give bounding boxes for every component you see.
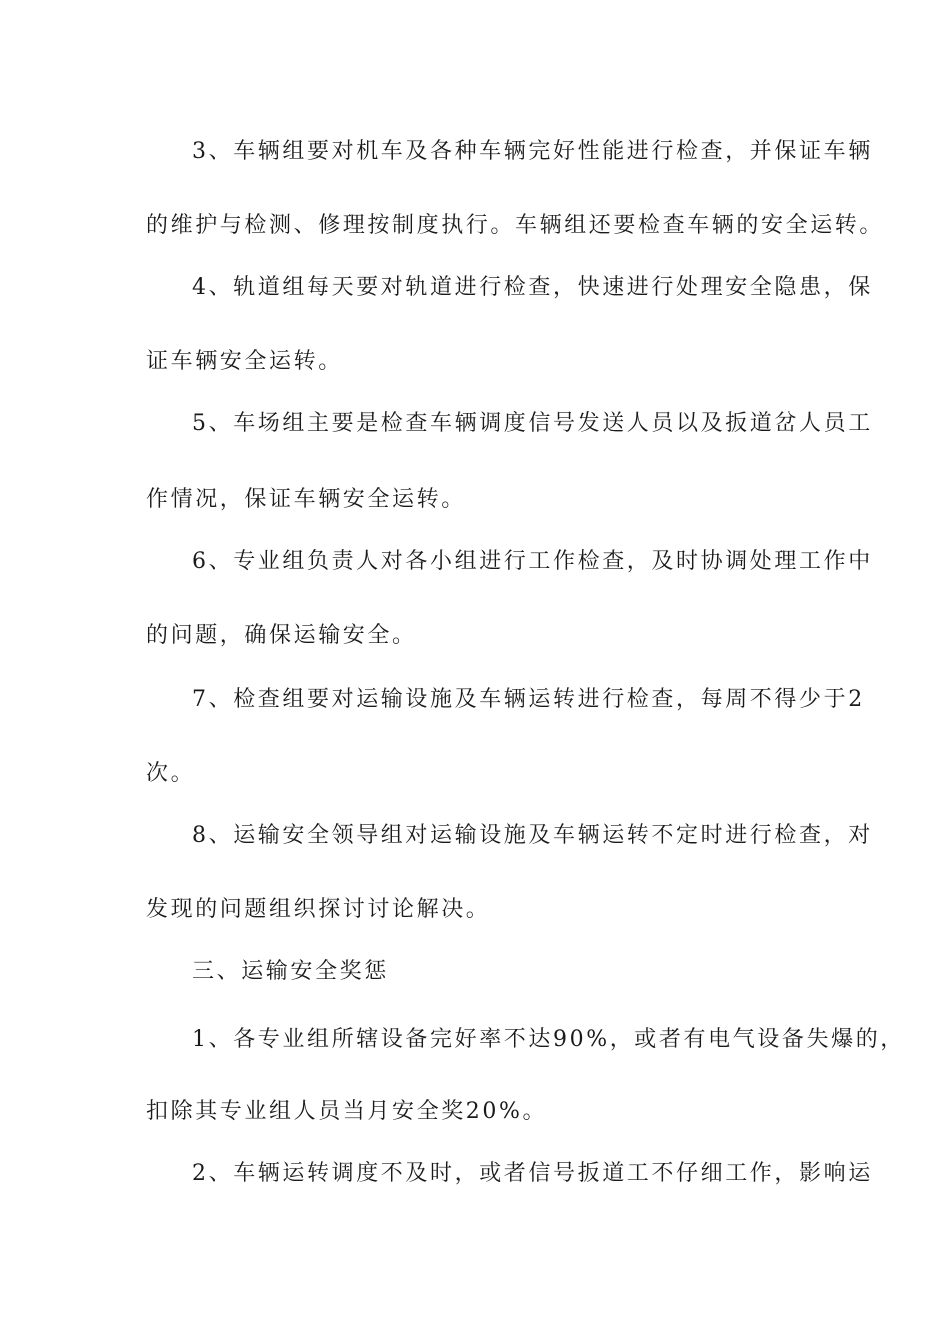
reward-item-1-line-2: 扣除其专业组人员当月安全奖20%。: [146, 1099, 548, 1124]
paragraph-4-line-2: 证车辆安全运转。: [146, 349, 343, 374]
reward-item-1-line-1: 1、各专业组所辖设备完好率不达90%，或者有电气设备失爆的，: [192, 1027, 905, 1052]
paragraph-5-line-2: 作情况，保证车辆安全运转。: [146, 487, 466, 512]
reward-item-2-line-1: 2、车辆运转调度不及时，或者信号扳道工不仔细工作，影响运: [192, 1161, 873, 1186]
section-heading: 三、运输安全奖惩: [192, 959, 389, 984]
paragraph-3-line-2: 的维护与检测、修理按制度执行。车辆组还要检查车辆的安全运转。: [146, 213, 885, 238]
paragraph-8-line-2: 发现的问题组织探讨讨论解决。: [146, 897, 491, 922]
paragraph-7-line-2: 次。: [146, 761, 196, 786]
paragraph-8-line-1: 8、运输安全领导组对运输设施及车辆运转不定时进行检查，对: [192, 823, 873, 848]
paragraph-6-line-1: 6、专业组负责人对各小组进行工作检查，及时协调处理工作中: [192, 549, 873, 574]
paragraph-7-line-1: 7、检查组要对运输设施及车辆运转进行检查，每周不得少于2: [192, 687, 865, 712]
paragraph-4-line-1: 4、轨道组每天要对轨道进行检查，快速进行处理安全隐患，保: [192, 275, 873, 300]
paragraph-5-line-1: 5、车场组主要是检查车辆调度信号发送人员以及扳道岔人员工: [192, 411, 873, 436]
paragraph-3-line-1: 3、车辆组要对机车及各种车辆完好性能进行检查，并保证车辆: [192, 139, 873, 164]
paragraph-6-line-2: 的问题，确保运输安全。: [146, 623, 417, 648]
